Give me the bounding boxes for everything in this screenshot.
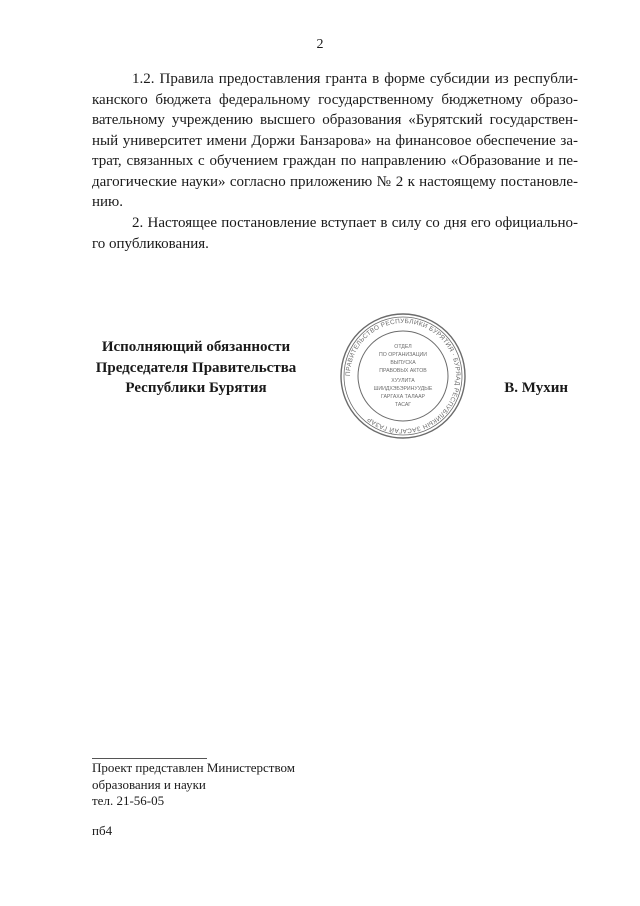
seal-inner-line: ТАСАГ (394, 402, 412, 408)
paragraph-2-line: го опубликования. (92, 235, 209, 252)
seal-inner-line: ПО ОРГАНИЗАЦИИ (379, 352, 427, 358)
seal-inner-line: ВЫПУСКА (390, 360, 416, 366)
paragraph-1-line: дагогические науки» согласно приложению № 2 к настоящему постановле- (92, 173, 578, 190)
paragraph-2-line: 2. Настоящее постановление вступает в силу со дня его официально- (132, 215, 578, 231)
seal-inner-line: ШИИДХЭБЭРИНУУДЫЕ (373, 386, 433, 392)
paragraph-1-line: 1.2. Правила предоставления гранта в форме субсидии из республи- (132, 71, 578, 87)
signatory-title (92, 337, 300, 399)
seal-inner-line: ГАРГАХА ТАЛААР (380, 394, 426, 400)
footer-note (92, 760, 295, 810)
seal-outer-text: ПРАВИТЕЛЬСТВО РЕСПУБЛИКИ БУРЯТИЯ · БУРЯАД РЕСПУБЛИКЫН ЗАСАГАЙ ГАЗАР (344, 317, 462, 435)
paragraph-1-line: нию. (92, 194, 124, 210)
footer-note-line: Проект представлен Министерством (92, 760, 296, 775)
document-code: пб4 (92, 823, 113, 838)
footer-divider (92, 758, 207, 759)
signatory-title-line: Исполняющий обязанности (101, 339, 291, 355)
signatory-title-line: Председателя Правительства (95, 359, 297, 376)
signatory-title-line: Республики Бурятия (125, 380, 267, 396)
paragraph-1 (92, 69, 578, 213)
page-number: 2 (316, 37, 324, 52)
seal-inner-line: ПРАВОВЫХ АКТОВ (379, 368, 427, 374)
official-seal-stamp (338, 311, 468, 441)
seal-inner-line: ХУУЛИТА (391, 378, 415, 384)
seal-inner-line: ОТДЕЛ (394, 344, 412, 350)
seal-icon (338, 311, 468, 441)
signatory-name: В. Мухин (504, 380, 568, 396)
paragraph-1-line: ный университет имени Доржи Банзарова» на финансовое обеспечение за- (92, 132, 578, 149)
paragraph-1-line: трат, связанных с обучением граждан по направлению «Образование и пе- (92, 153, 578, 169)
paragraph-1-line: канского бюджета федеральному государственному бюджетному образо- (92, 91, 578, 108)
footer-note-line: образования и науки (92, 776, 206, 792)
footer-note-line: тел. 21-56-05 (92, 793, 165, 808)
paragraph-1-line: вательному учреждению высшего образования «Бурятский государствен- (92, 112, 578, 128)
paragraph-2 (92, 213, 578, 254)
